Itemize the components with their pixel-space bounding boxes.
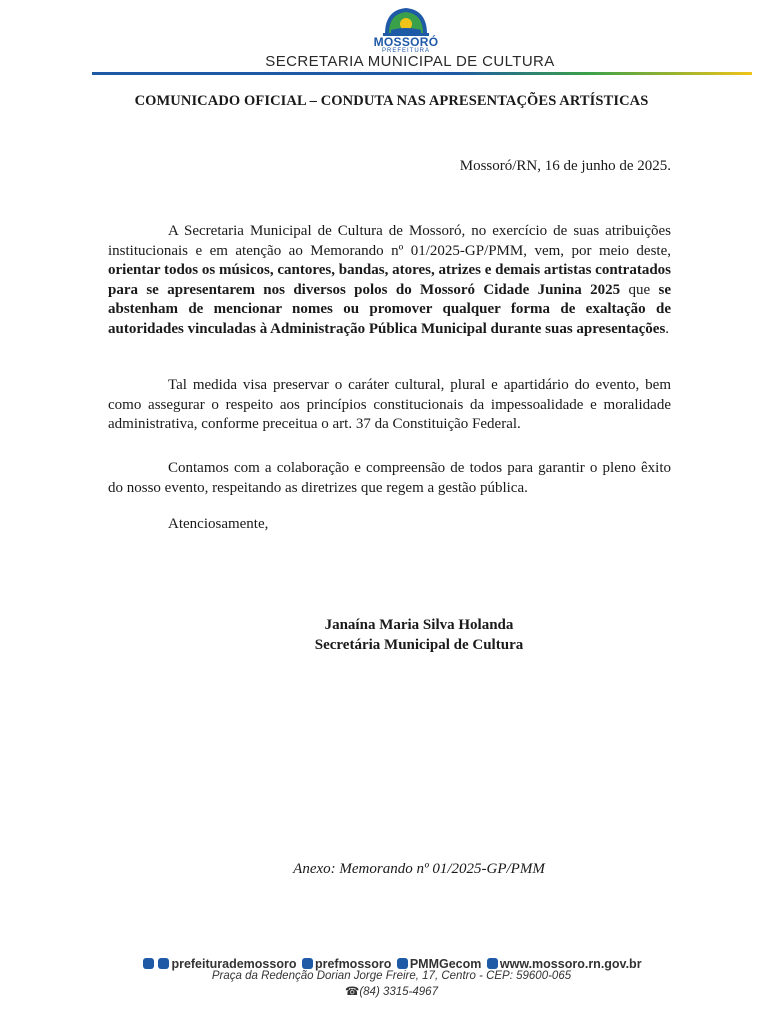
signatory-name: Janaína Maria Silva Holanda [324,617,514,633]
instagram-icon [158,958,169,969]
paragraph-2: Tal medida visa preservar o caráter cultural, plural e apartidário do evento, bem como assegurar o respeito aos princípios constitucionais da impessoalidade e moralidade administrativa, conforme preceitua o art. 37 da Constituição Federal. [108,377,671,432]
signatory-role: Secretária Municipal de Cultura [314,637,524,653]
footer-youtube-handle[interactable]: PMMGecom [409,957,482,971]
footer-website[interactable]: www.mossoro.rn.gov.br [499,957,642,971]
footer-address: Praça da Redenção Dorian Jorge Freire, 17, Centro - CEP: 59600-065 [211,970,572,982]
footer-social-handle[interactable]: prefeiturademossoro [171,957,297,971]
footer-social [0,957,783,971]
paragraph-1-intro: A Secretaria Municipal de Cultura de Mossoró, no exercício de suas atribuições institucionais e em atenção ao Memorando nº 01/2025-GP/PMM, vem, por meio deste, [108,223,671,259]
letterhead [0,0,783,80]
closing: Atenciosamente, [168,516,269,532]
footer-phone [0,984,783,998]
web-icon [487,958,498,969]
footer-phone-number: (84) 3315-4967 [359,986,438,998]
paragraph-1 [108,222,671,339]
paragraph-1-connector: que [620,281,659,298]
annex-reference: Anexo: Memorando nº 01/2025-GP/PMM [293,861,545,877]
paragraph-1-bold-1: orientar todos os músicos, cantores, bandas, atores, atrizes e demais artistas contratados para se apresentarem nos diversos polos do Mossoró Cidade Junina 2025 [108,262,671,298]
footer-twitter-handle[interactable]: prefmossoro [314,957,392,971]
youtube-icon [397,958,408,969]
paragraph-3: Contamos com a colaboração e compreensão de todos para garantir o pleno êxito do nosso evento, respeitando as diretrizes que regem a gestão pública. [108,460,671,496]
phone-icon: ☎ [345,986,360,998]
facebook-icon [143,958,154,969]
twitter-icon [302,958,313,969]
header-rule [92,72,752,75]
document-date: Mossoró/RN, 16 de junho de 2025. [459,158,671,174]
paragraph-1-bold-2: se abstenham de mencionar nomes ou promover qualquer forma de exaltação de autoridades vinculadas à Administração Pública Municipal durante suas apresentações [108,281,671,337]
logo-name: MOSSORÓ [373,35,439,49]
document-title: COMUNICADO OFICIAL – CONDUTA NAS APRESENTAÇÕES ARTÍSTICAS [134,93,649,109]
department-name: SECRETARIA MUNICIPAL DE CULTURA [265,53,555,70]
paragraph-1-end: . [665,320,670,337]
logo-subtitle: PREFEITURA [381,48,430,54]
